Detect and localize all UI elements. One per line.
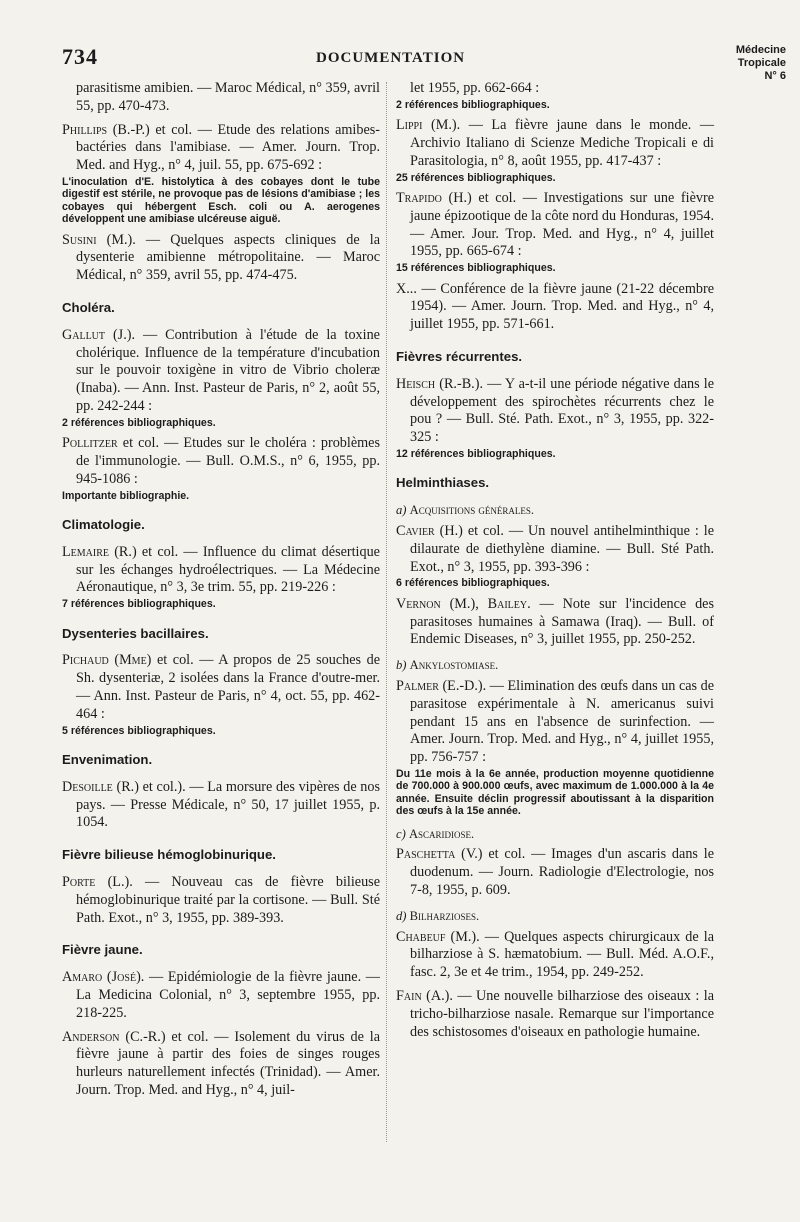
entry-author: Amaro (José) bbox=[62, 969, 141, 986]
bibliography-entry bbox=[62, 327, 380, 429]
entry-citation: . — La fièvre jaune dans le monde. — Archivio Italiano di Scienze Mediche Tropicali e di Parasitologia, n° 8, août 1955, pp. 417-437 : bbox=[410, 117, 715, 169]
bibliography-entry bbox=[396, 596, 714, 649]
entry-note: 12 références bibliographiques. bbox=[396, 447, 556, 460]
entry-author: Susini (M.) bbox=[62, 231, 133, 248]
bibliography-entry bbox=[396, 80, 714, 111]
subsection-heading bbox=[396, 826, 714, 844]
entry-note: Du 11e mois à la 6e année, production moyenne quotidienne de 700.000 à 900.000 œufs, avec maximum de 1.000.000 à la 4e année. Ensuite déclin progressif aboutissant à la disparition des œufs à la 15e année. bbox=[396, 767, 714, 818]
section-heading: Dysenteries bacillaires. bbox=[62, 625, 209, 641]
entry-text bbox=[396, 117, 714, 170]
entry-note: 25 références bibliographiques. bbox=[396, 171, 556, 184]
bibliography-entry bbox=[396, 988, 714, 1041]
entry-text bbox=[62, 122, 380, 175]
entry-citation: . — Quelques aspects chirurgicaux de la bilharziose à S. hæmatobium. — Bull. Méd. A.O.F., fasc. 2, 3e et 4e trim., 1954, pp. 249-252. bbox=[410, 928, 714, 981]
entry-text bbox=[62, 874, 380, 927]
entry-author: Chabeuf (M.) bbox=[396, 928, 477, 945]
entry-note: 6 références bibliographiques. bbox=[396, 577, 550, 590]
entry-citation: let 1955, pp. 662-664 : bbox=[410, 80, 540, 96]
subsection-heading bbox=[396, 657, 714, 675]
bibliography-entry bbox=[396, 846, 714, 899]
subsection-letter: c) bbox=[396, 826, 406, 841]
bibliography-entry bbox=[62, 122, 380, 226]
bibliography-entry bbox=[396, 281, 714, 334]
bibliography-entry bbox=[396, 523, 714, 590]
bibliography-entry bbox=[62, 969, 380, 1022]
entry-author: Palmer (E.-D.) bbox=[396, 677, 483, 694]
entry-author: Pollitzer bbox=[62, 435, 118, 452]
entry-text bbox=[62, 435, 380, 488]
subsection-label: Ascaridiose. bbox=[408, 826, 475, 841]
bibliography-entry bbox=[396, 376, 714, 461]
section-heading: Fièvre jaune. bbox=[62, 942, 143, 958]
entry-text bbox=[396, 596, 714, 649]
subsection-label: Acquisitions générales. bbox=[409, 503, 535, 518]
bibliography-entry bbox=[396, 678, 714, 818]
entry-citation: . — Quelques aspects cliniques de la dysenterie amibienne métropolitaine. — Maroc Médical, n° 359, avril 55, pp. 474-475. bbox=[76, 231, 380, 284]
subsection-label: Ankylostomiase. bbox=[409, 658, 499, 673]
entry-text bbox=[396, 376, 714, 447]
entry-author: Lippi (M.) bbox=[396, 117, 457, 134]
entry-citation: et col. — A propos de 25 souches de Sh. dysenteriæ, 2 isolées dans la France d'outre-mer. — Ann. Inst. Pasteur de Paris, n° 4, oct. 55, pp. 462-464 : bbox=[76, 652, 381, 722]
section-heading: Fièvre bilieuse hémoglobinurique. bbox=[62, 847, 276, 863]
entry-text bbox=[62, 80, 380, 116]
entry-author: Gallut (J.) bbox=[62, 326, 132, 343]
entry-text bbox=[396, 846, 714, 899]
journal-tag bbox=[696, 44, 786, 83]
running-title: DOCUMENTATION bbox=[316, 50, 466, 66]
entry-author: Heisch (R.-B.) bbox=[396, 375, 480, 392]
entry-citation: et col. — Images d'un ascaris dans le duodenum. — Journ. Radiologie d'Electrologie, nos 7-8, 1955, p. 609. bbox=[410, 846, 714, 898]
entry-text bbox=[396, 929, 714, 982]
entry-text bbox=[396, 523, 714, 576]
bibliography-entry bbox=[62, 1029, 380, 1100]
entry-citation: et col. — Isolement du virus de la fièvre jaune à partir des foies de singes rouges hurleurs naturellement infectés (Trinidad). — Amer. Journ. Trop. Med. and Hyg., n° 4, juil- bbox=[76, 1028, 380, 1098]
section-heading: Fièvres récurrentes. bbox=[396, 348, 523, 364]
entry-citation: et col. — Influence du climat désertique sur les échanges hydroélectriques. — La Médecine Aéronautique, n° 3, 3e trim. 55, pp. 219-226 : bbox=[76, 543, 380, 596]
entry-text bbox=[62, 652, 380, 723]
entry-note: 2 références bibliographiques. bbox=[396, 98, 550, 111]
entry-citation: . — Epidémiologie de la fièvre jaune. — La Medicina Colonial, n° 3, septembre 1955, pp. 218-225. bbox=[76, 969, 380, 1021]
entry-author: Paschetta (V.) bbox=[396, 846, 483, 863]
entry-citation: — Conférence de la fièvre jaune (21-22 décembre 1954). — Amer. Journ. Trop. Med. and Hyg., n° 4, juillet 1955, pp. 571-661. bbox=[410, 280, 714, 333]
entry-citation: . — Elimination des œufs dans un cas de parasitose expérimentale à N. americanus suivi pendant 15 ans en l'absence de surinfection. — Amer. Journ. Trop. Med. and Hyg., n° 4, juillet 1955, pp. 756-757 : bbox=[410, 677, 715, 766]
subsection-letter: d) bbox=[396, 908, 407, 923]
entry-text bbox=[396, 80, 714, 98]
section-heading: Climatologie. bbox=[62, 516, 145, 532]
entry-author: X... bbox=[396, 280, 417, 297]
entry-text bbox=[396, 281, 714, 334]
entry-text bbox=[396, 678, 714, 767]
entry-citation: . — Contribution à l'étude de la toxine cholérique. Influence de la température d'incubation sur le pouvoir toxigène in vitro de Vibrio choleræ (Inaba). — Ann. Inst. Pasteur de Paris, n° 2, août 55, pp. 242-244 : bbox=[76, 326, 380, 414]
subsection-heading bbox=[396, 908, 714, 926]
entry-citation: et col.). — La morsure des vipères de nos pays. — Presse Médicale, n° 50, 17 juillet 1955, p. 1054. bbox=[76, 778, 380, 831]
entry-citation: et col. — Investigations sur une fièvre jaune épizootique de la côte nord du Honduras, 1954. — Amer. Jour. Trop. Med. and Hyg., n° 4, juillet 1955, pp. 665-674 : bbox=[410, 190, 714, 260]
bibliography-entry bbox=[62, 435, 380, 502]
section-heading: Choléra. bbox=[62, 300, 115, 315]
page-number: 734 bbox=[62, 44, 98, 69]
entry-text bbox=[62, 969, 380, 1022]
entry-note: L'inoculation d'E. histolytica à des cobayes dont le tube digestif est stérile, ne provoque pas de lésions d'amibiase ; les cobayes qui hébergent Esch. coli ou A. aerogenes développent une amibiase ulcéreuse aiguë. bbox=[62, 175, 380, 226]
right-column bbox=[396, 80, 714, 1047]
entry-author: Anderson (C.-R.) bbox=[62, 1028, 166, 1045]
entry-author: Desoille (R.) bbox=[62, 778, 139, 795]
journal-tag-line: Tropicale bbox=[737, 57, 786, 69]
subsection-letter: b) bbox=[396, 658, 407, 673]
entry-citation: . — Y a-t-il une période négative dans le développement des spirochètes récurrents chez le pou ? — Bull. Sté. Path. Exot., n° 3, 1955, pp. 322-325 : bbox=[410, 375, 714, 446]
subsection-label: Bilharzioses. bbox=[409, 908, 480, 923]
entry-text bbox=[62, 779, 380, 832]
column-divider bbox=[386, 82, 387, 1142]
entry-citation: . — Une nouvelle bilharziose des oiseaux : la tricho-bilharziose nasale. Remarque sur l'importance des schistosomes d'oiseaux en pathologie humaine. bbox=[410, 987, 714, 1040]
bibliography-entry bbox=[396, 117, 714, 184]
entry-citation: . — Note sur l'incidence des parasitoses humaines à Samawa (Iraq). — Bull. of Endemic Diseases, n° 3, juillet 1955, pp. 250-252. bbox=[410, 595, 714, 648]
entry-note: 5 références bibliographiques. bbox=[62, 724, 216, 737]
entry-text bbox=[396, 988, 714, 1041]
bibliography-entry bbox=[62, 232, 380, 285]
bibliography-entry bbox=[62, 652, 380, 737]
entry-author: Cavier (H.) bbox=[396, 522, 463, 539]
entry-author: Trapido (H.) bbox=[396, 190, 472, 206]
journal-tag-line: N° 6 bbox=[764, 70, 786, 82]
entry-text bbox=[62, 232, 380, 285]
entry-note: 15 références bibliographiques. bbox=[396, 262, 556, 275]
bibliography-entry bbox=[62, 544, 380, 611]
entry-note: Importante bibliographie. bbox=[62, 489, 190, 502]
entry-text bbox=[62, 1029, 380, 1100]
bibliography-entry bbox=[62, 874, 380, 927]
subsection-heading bbox=[396, 502, 714, 520]
entry-text bbox=[62, 327, 380, 416]
section-heading: Envenimation. bbox=[62, 751, 153, 767]
entry-author: Pichaud (Mme) bbox=[62, 652, 152, 669]
entry-author: Vernon (M.), Bailey bbox=[396, 595, 528, 612]
entry-author: Porte (L.) bbox=[62, 873, 130, 890]
section-heading: Helminthiases. bbox=[396, 475, 490, 491]
entry-note: 2 références bibliographiques. bbox=[62, 416, 216, 429]
entry-author: Lemaire (R.) bbox=[62, 543, 137, 560]
entry-citation: . — Nouveau cas de fièvre bilieuse hémoglobinurique traité par la cortisone. — Bull. Sté Path. Exot., n° 3, 1955, pp. 389-393. bbox=[76, 873, 380, 926]
entry-author: Fain (A.) bbox=[396, 987, 450, 1004]
bibliography-entry bbox=[62, 80, 380, 116]
bibliography-entry bbox=[62, 779, 380, 832]
entry-citation: et col. — Etude des relations amibes-bactéries dans l'amibiase. — Amer. Journ. Trop. Med. and Hyg., n° 4, juil. 55, pp. 675-692 : bbox=[76, 121, 380, 174]
entry-text bbox=[396, 190, 714, 261]
entry-citation: et col. — Etudes sur le choléra : problèmes de l'immunologie. — Bull. O.M.S., n° 6, 1955, pp. 945-1086 : bbox=[76, 435, 380, 487]
entry-note: 7 références bibliographiques. bbox=[62, 598, 216, 611]
left-column bbox=[62, 80, 380, 1106]
entry-citation: parasitisme amibien. — Maroc Médical, n° 359, avril 55, pp. 470-473. bbox=[76, 80, 380, 114]
bibliography-entry bbox=[396, 929, 714, 982]
entry-text bbox=[62, 544, 380, 597]
journal-tag-line: Médecine bbox=[735, 44, 786, 56]
bibliography-entry bbox=[396, 190, 714, 275]
entry-citation: et col. — Un nouvel antihelminthique : le dilaurate de diethylène diamine. — Bull. Sté Path. Exot., n° 3, 1955, pp. 393-396 : bbox=[410, 522, 714, 575]
subsection-letter: a) bbox=[396, 503, 407, 518]
entry-author: Phillips (B.-P.) bbox=[62, 121, 150, 138]
